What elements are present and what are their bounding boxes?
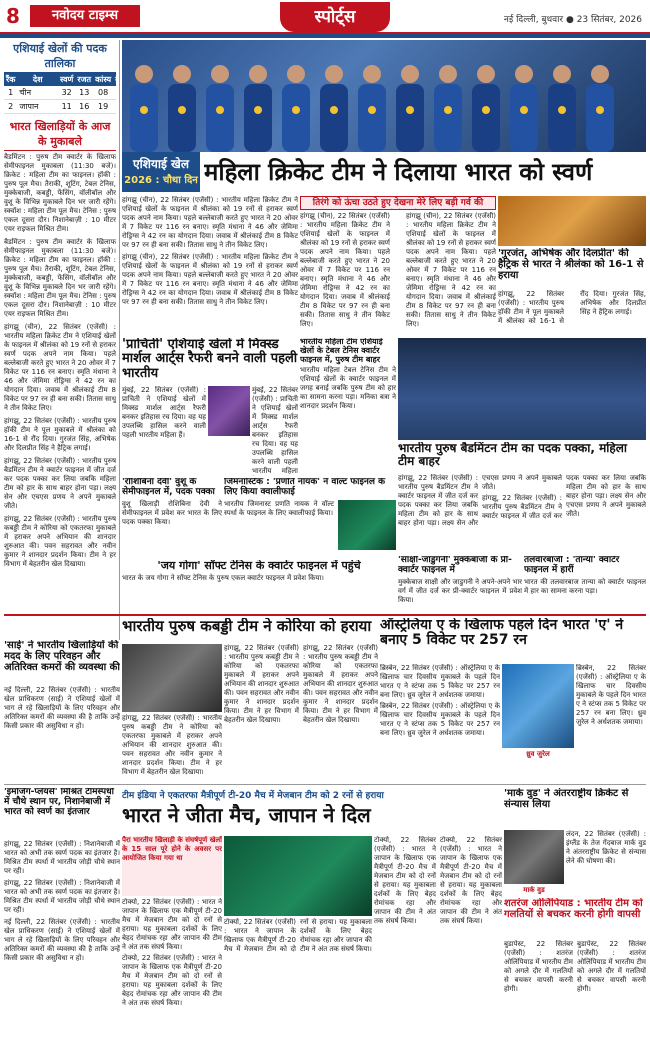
badminton-body-2: हांगझू, 22 सितंबर (एजेंसी) : भारतीय पुरुष बैडमिंटन टीम ने क्वार्टर फाइनल में जीत दर्ज कर पदक पक्का कर लिया जबकि महिला टीम को हार के साथ बाहर होना पड़ा। लक्ष्य सेन और एचएस प्रणय ने अपने मुकाबले जीते। xyxy=(482,474,646,520)
wushu-story xyxy=(122,478,222,558)
t20-headline-text: भारत ने जीता मैच, जापान ने दिल xyxy=(122,804,371,827)
medal-cell: 11 xyxy=(58,100,75,114)
softtennis-story xyxy=(122,560,396,612)
player-head xyxy=(401,65,419,83)
mixed-body-3: नई दिल्ली, 22 सितंबर (एजेंसी) : भारतीय खेल प्राधिकरण (साई) ने एशियाई खेलों में भाग ले रहे खिलाड़ियों के लिए परिवहन और अतिरिक्त कमरों की व्यवस्था की है ताकि उन्हें किसी प्रकार की असुविधा न हो। xyxy=(4,918,120,962)
medal-cell xyxy=(93,114,113,117)
player-body xyxy=(206,84,234,152)
schedule-body: बैडमिंटन : पुरुष टीम क्वार्टर के खिलाफ सेमीफाइनल मुकाबला (11:30 बजे)। क्रिकेट : महिला टीम का फाइनल। हॉकी : पुरुष पूल मैच। तैराकी, शूटिंग, टेबल टेनिस, मुक्केबाजी, कबड्डी, फेंसिंग, वॉलीबॉल और वुशू के विभिन्न मुकाबले दिन भर जारी रहेंगे। स्क्वॉश : महिला टीम पूल मैच। टेनिस : पुरुष एकल दूसरा दौर। निशानेबाज़ी : 10 मीटर एयर राइफल मिश्रित टीम। xyxy=(4,153,116,233)
col-silver: रजत xyxy=(77,75,92,84)
medal-icon xyxy=(178,106,186,114)
medal-cell xyxy=(75,114,93,117)
t20-sub: पैरा भारतीय खिलाड़ी के संघर्षपूर्ण खेलों के 15 साल पूरे होने के अवसर पर आयोजित किया गया था xyxy=(122,836,222,862)
medal-cell: 1 xyxy=(4,86,17,100)
cricket-body-c: हांगझू (चीन), 22 सितंबर (एजेंसी) : भारतीय महिला क्रिकेट टीम ने एशियाई खेलों के फाइनल में श्रीलंका को 19 रनों से हराकर स्वर्ण पदक अपने नाम किया। पहले बल्लेबाजी करते हुए भारत ने 20 ओवर में 7 विकेट पर 116 रन बनाए। स्मृति मंधाना ने 46 और जेमिमा रोड्रिग्स ने 42 रन का योगदान दिया। जवाब में श्रीलंकाई टीम 8 विकेट पर 97 रन ही बना सकी। तितास साधु ने तीन विकेट लिए। xyxy=(300,212,390,328)
tt-headline: भारतीय महिला टीम एशियाई खेलों के टेबल टेनिस क्वार्टर फाइनल में, पुरुष टीम बाहर xyxy=(300,338,383,364)
mixed-body-2: हांगझू, 22 सितंबर (एजेंसी) : निशानेबाजी में भारत को अभी तक स्वर्ण पदक का इंतजार है। मिश्रित टीम स्पर्धा में भारतीय जोड़ी चौथे स्थान पर रही। xyxy=(4,879,120,914)
player-head xyxy=(287,65,305,83)
player-head xyxy=(325,65,343,83)
cricket-body-a: हांगझू (चीन), 22 सितंबर (एजेंसी) : भारतीय महिला क्रिकेट टीम ने एशियाई खेलों के फाइनल में श्रीलंका को 19 रनों से हराकर स्वर्ण पदक अपने नाम किया। पहले बल्लेबाजी करते हुए भारत ने 20 ओवर में 7 विकेट पर 116 रन बनाए। स्मृति मंधाना ने 46 और जेमिमा रोड्रिग्स ने 42 रन का योगदान दिया। जवाब में श्रीलंकाई टीम 8 विकेट पर 97 रन ही बना सकी। तितास साधु ने तीन विकेट लिए। xyxy=(122,196,298,249)
olympiad-body-box xyxy=(504,940,646,1040)
test-body-box-2 xyxy=(576,664,646,782)
softtennis-headline: 'जय गोगा' सॉफ्ट टेनिस के क्वार्टर फाइनल में पहुंचे xyxy=(157,560,361,572)
fencing-headline: तलवारबाजी : 'तान्या' क्वार्टर फाइनल में हारीं xyxy=(524,556,620,575)
martial-body-box-2 xyxy=(252,386,298,476)
test-body-box xyxy=(380,664,500,782)
hockey-body-box xyxy=(498,290,646,336)
martial-headline-text: 'प्राचिती' एशियाई खेलों में मिक्स्ड मार्शल आर्ट्स रैफरी बनने वाली पहली भारतीय xyxy=(122,338,298,381)
medal-icon xyxy=(216,106,224,114)
hero-photo xyxy=(122,40,646,152)
sai-body-box xyxy=(4,686,120,782)
martial-headline xyxy=(122,338,298,384)
left-extended-body xyxy=(4,238,116,634)
medal-cell: 08 xyxy=(93,86,113,100)
t20-body-2: टोक्यो, 22 सितंबर (एजेंसी) : भारत ने जापान के खिलाफ एक मैत्रीपूर्ण टी-20 मैच में मेजबान टीम को दो रनों से हराया। यह मुकाबला दर्शकों के लिए बेहद रोमांचक रहा और जापान की टीम ने अंत तक संघर्ष किया। xyxy=(440,836,502,925)
player-body xyxy=(472,84,500,152)
medal-cell xyxy=(113,114,116,117)
kabaddi-headline xyxy=(122,618,378,642)
medal-icon xyxy=(254,106,262,114)
kabaddi-body: हांगझू, 22 सितंबर (एजेंसी) : भारतीय पुरुष कबड्डी टीम ने कोरिया को एकतरफा मुकाबले में हराकर अपने अभियान की शानदार शुरुआत की। पवन सहरावत और नवीन कुमार ने शानदार प्रदर्शन किया। टीम ने हर विभाग में बेहतरीन खेल दिखाया। xyxy=(224,644,300,724)
t20-photo xyxy=(224,836,372,916)
team-photo-illustration xyxy=(122,40,646,152)
player-body xyxy=(434,84,462,152)
medal-cell: 19 xyxy=(93,100,113,114)
left-extended-text-5: हांगझू, 22 सितंबर (एजेंसी) : भारतीय पुरुष कबड्डी टीम ने कोरिया को एकतरफा मुकाबले में हराकर अपने अभियान की शानदार शुरुआत की। पवन सहरावत और नवीन कुमार ने शानदार प्रदर्शन किया। टीम ने हर विभाग में बेहतरीन खेल दिखाया। xyxy=(4,515,116,568)
prachiti-photo xyxy=(208,386,250,436)
player-body xyxy=(510,84,538,152)
section-rule xyxy=(4,614,646,616)
schedule-title: भारत खिलाड़ियों के आज के मुकाबले xyxy=(4,118,116,151)
medal-cell: 16 xyxy=(75,100,93,114)
test-photo xyxy=(502,664,574,748)
page-number: 8 xyxy=(6,4,20,28)
wushu-headline: 'रोशिबिना देवी' वुशू के सेमीफाइनल में, पदक पक्का xyxy=(122,478,215,497)
medal-row xyxy=(4,114,116,117)
wood-body: लंदन, 22 सितंबर (एजेंसी) : इंग्लैंड के तेज गेंदबाज मार्क वुड ने अंतरराष्ट्रीय क्रिकेट से संन्यास लेने की घोषणा की। xyxy=(566,830,646,865)
medal-icon xyxy=(406,106,414,114)
medal-table-box xyxy=(4,40,116,116)
col-total xyxy=(113,73,116,86)
medal-cell xyxy=(113,100,116,114)
left-extended-text-3: हांगझू, 22 सितंबर (एजेंसी) : भारतीय पुरुष हॉकी टीम ने पूल मुकाबले में श्रीलंका को 16-1 से रौंद दिया। गुरजंत सिंह, अभिषेक और दिलप्रीत सिंह ने हैट्रिक लगाई। xyxy=(4,417,116,452)
t20-body-box-3 xyxy=(224,918,372,1040)
schedule-box xyxy=(4,118,116,236)
medal-cell xyxy=(58,114,75,117)
fencing-body: भारत की तलवारबाज तान्या को क्वार्टर फाइनल में हार का सामना करना पड़ा। xyxy=(524,577,646,595)
badminton-body: हांगझू, 22 सितंबर (एजेंसी) : भारतीय पुरुष बैडमिंटन टीम ने क्वार्टर फाइनल में जीत दर्ज कर पदक पक्का कर लिया जबकि महिला टीम को हार के साथ बाहर होना पड़ा। लक्ष्य सेन और एचएस प्रणय ने अपने मुकाबले जीते। xyxy=(398,474,562,527)
header-rule xyxy=(0,34,650,38)
player-head xyxy=(173,65,191,83)
medal-icon xyxy=(520,106,528,114)
player-body xyxy=(548,84,576,152)
cricket-body-d: हांगझू (चीन), 22 सितंबर (एजेंसी) : भारतीय महिला क्रिकेट टीम ने एशियाई खेलों के फाइनल में श्रीलंका को 19 रनों से हराकर स्वर्ण पदक अपने नाम किया। पहले बल्लेबाजी करते हुए भारत ने 20 ओवर में 7 विकेट पर 116 रन बनाए। स्मृति मंधाना ने 46 और जेमिमा रोड्रिग्स ने 42 रन का योगदान दिया। जवाब में श्रीलंकाई टीम 8 विकेट पर 97 रन ही बना सकी। तितास साधु ने तीन विकेट लिए। xyxy=(406,212,496,328)
col-rank: रैंक xyxy=(6,75,16,84)
section-rule-2 xyxy=(4,784,646,785)
wood-headline-text: 'मार्क वुड' ने अंतरराष्ट्रीय क्रिकेट से संन्यास लिया xyxy=(504,788,629,810)
tt-body: भारतीय महिला टेबल टेनिस टीम ने एशियाई खेलों के क्वार्टर फाइनल में जगह बनाई जबकि पुरुष टीम को हार का सामना करना पड़ा। मनिका बत्रा ने शानदार प्रदर्शन किया। xyxy=(300,366,396,411)
kabaddi-body-box xyxy=(224,644,378,780)
col-bronze: कांस्य xyxy=(95,75,112,84)
softtennis-body: भारत के जय गोगा ने सॉफ्ट टेनिस के पुरुष एकल क्वार्टर फाइनल में प्रवेश किया। xyxy=(122,574,324,583)
player-body xyxy=(320,84,348,152)
col-country: देश xyxy=(17,73,58,86)
tt-story xyxy=(300,338,396,468)
martial-body-2: मुंबई, 22 सितंबर (एजेंसी) : प्राचिती ने एशियाई खेलों में मिक्स्ड मार्शल आर्ट्स रैफरी बनकर इतिहास रच दिया। वह यह उपलब्धि हासिल करने वाली पहली भारतीय महिला xyxy=(252,386,298,475)
olympiad-headline xyxy=(504,898,646,938)
kabaddi-headline-text: भारतीय पुरुष कबड्डी टीम ने कोरिया को हराया xyxy=(122,618,372,635)
medal-icon xyxy=(330,106,338,114)
wushu-body: वुशू खिलाड़ी रोशिबिना देवी ने सेमीफाइनल में प्रवेश कर भारत के लिए पदक पक्का किया। xyxy=(122,499,222,526)
mixed-headline-text: 'इमर्जिंग-प्लेयर्स' मिश्रित टीमस्पर्धा में चौथे स्थान पर, निशानेबाजी में भारत को स्वर्ण का इंतजार xyxy=(4,788,115,817)
player-body xyxy=(130,84,158,152)
medal-icon xyxy=(292,106,300,114)
t20-headline xyxy=(122,804,502,834)
kabaddi-body-box-2 xyxy=(122,714,222,780)
cricket-story-left xyxy=(122,196,298,336)
medal-cell: 32 xyxy=(58,86,75,100)
t20-body-4: टोक्यो, 22 सितंबर (एजेंसी) : भारत ने जापान के खिलाफ एक मैत्रीपूर्ण टी-20 मैच में मेजबान टीम को दो रनों से हराया। यह मुकाबला दर्शकों के लिए बेहद रोमांचक रहा और जापान की टीम ने अंत तक संघर्ष किया। xyxy=(122,954,222,1007)
medal-icon xyxy=(558,106,566,114)
gymnast-photo xyxy=(338,500,396,550)
gymnast-body: भारतीय जिमनास्ट प्रणति नायक ने वॉल्ट स्पर्धा के फाइनल के लिए क्वालीफाई किया। xyxy=(224,499,334,517)
kabaddi-body-3: हांगझू, 22 सितंबर (एजेंसी) : भारतीय पुरुष कबड्डी टीम ने कोरिया को एकतरफा मुकाबले में हराकर अपने अभियान की शानदार शुरुआत की। पवन सहरावत और नवीन कुमार ने शानदार प्रदर्शन किया। टीम ने हर विभाग में बेहतरीन खेल दिखाया। xyxy=(122,714,222,776)
player-head xyxy=(477,65,495,83)
medal-icon xyxy=(140,106,148,114)
olympiad-headline-text: शतरंज ओलिंपियाड : भारतीय टीम को गलतियों से बचकर करनी होगी वापसी xyxy=(504,898,643,920)
medal-row xyxy=(4,100,116,114)
kabaddi-body-2: हांगझू, 22 सितंबर (एजेंसी) : भारतीय पुरुष कबड्डी टीम ने कोरिया को एकतरफा मुकाबले में हराकर अपने अभियान की शानदार शुरुआत की। पवन सहरावत और नवीन कुमार ने शानदार प्रदर्शन किया। टीम ने हर विभाग में बेहतरीन खेल दिखाया। xyxy=(303,644,378,724)
wood-photo-caption: मार्क वुड xyxy=(523,886,545,894)
t20-kicker xyxy=(122,788,502,802)
medal-cell: 2 xyxy=(4,100,17,114)
hero-headline: महिला क्रिकेट टीम ने दिलाया भारत को स्वर्ण xyxy=(204,158,593,186)
medal-icon xyxy=(368,106,376,114)
gymnast-headline: जिमनास्टिक : 'प्रणति नायक' ने वॉल्ट फाइनल के लिए किया क्वालीफाई xyxy=(224,478,386,497)
left-extended-text-4: हांगझू, 22 सितंबर (एजेंसी) : भारतीय पुरुष बैडमिंटन टीम ने क्वार्टर फाइनल में जीत दर्ज कर पदक पक्का कर लिया जबकि महिला टीम को हार के साथ बाहर होना पड़ा। लक्ष्य सेन और एचएस प्रणय ने अपने मुकाबले जीते। xyxy=(4,457,116,510)
t20-body-box xyxy=(374,836,502,1040)
badminton-headline-text: भारतीय पुरुष बैडमिंटन टीम का पदक पक्का, महिला टीम बाहर xyxy=(398,442,627,469)
cricket-body-b: हांगझू (चीन), 22 सितंबर (एजेंसी) : भारतीय महिला क्रिकेट टीम ने एशियाई खेलों के फाइनल में श्रीलंका को 19 रनों से हराकर स्वर्ण पदक अपने नाम किया। पहले बल्लेबाजी करते हुए भारत ने 20 ओवर में 7 विकेट पर 116 रन बनाए। स्मृति मंधाना ने 46 और जेमिमा रोड्रिग्स ने 42 रन का योगदान दिया। जवाब में श्रीलंकाई टीम 8 विकेट पर 97 रन ही बना सकी। तितास साधु ने तीन विकेट लिए। xyxy=(122,253,298,306)
mixed-body-box xyxy=(4,840,120,1040)
mixed-body: हांगझू, 22 सितंबर (एजेंसी) : निशानेबाजी में भारत को अभी तक स्वर्ण पदक का इंतजार है। मिश्रित टीम स्पर्धा में भारतीय जोड़ी चौथे स्थान पर रही। xyxy=(4,840,120,875)
player-head xyxy=(249,65,267,83)
player-head xyxy=(211,65,229,83)
sai-headline-text: 'साई' ने भारतीय खिलाड़ियों की मदद के लिए परिवहन और अतिरिक्त कमरों की व्यवस्था की xyxy=(4,640,120,673)
mixed-headline xyxy=(4,788,120,838)
player-head xyxy=(135,65,153,83)
hockey-photo xyxy=(498,196,646,246)
player-body xyxy=(586,84,614,152)
medal-icon xyxy=(596,106,604,114)
test-headline-text: ऑस्ट्रेलिया ए के खिलाफ पहले दिन भारत 'ए' ने बनाए 5 विकेट पर 257 रन xyxy=(380,618,624,649)
medal-cell xyxy=(4,114,17,117)
wood-headline xyxy=(504,788,646,828)
medal-icon xyxy=(482,106,490,114)
test-body-2: ब्रिस्बेन, 22 सितंबर (एजेंसी) : ऑस्ट्रेलिया ए के खिलाफ चार दिवसीय मुकाबले के पहले दिन भारत ए ने स्टंप्स तक 5 विकेट पर 257 रन बना लिए। ध्रुव जुरेल ने अर्धशतक जमाया। xyxy=(380,702,500,737)
badminton-headline xyxy=(398,442,646,472)
t20-sub-box xyxy=(122,836,222,896)
col-gold: स्वर्ण xyxy=(59,75,74,84)
boxing-body: मुक्केबाज साक्षी और जाडुगनी ने अपने-अपने भार वर्ग में जीत दर्ज कर प्री-क्वार्टर फाइनल में प्रवेश किया। xyxy=(398,577,522,604)
martial-body: मुंबई, 22 सितंबर (एजेंसी) : प्राचिती ने एशियाई खेलों में मिक्स्ड मार्शल आर्ट्स रैफरी बनकर इतिहास रच दिया। वह यह उपलब्धि हासिल करने वाली पहली भारतीय महिला हैं। xyxy=(122,386,206,439)
medal-icon xyxy=(444,106,452,114)
column-divider xyxy=(119,40,120,640)
gymnast-story xyxy=(224,478,396,558)
medal-row xyxy=(4,86,116,100)
test-body-3: ब्रिस्बेन, 22 सितंबर (एजेंसी) : ऑस्ट्रेलिया ए के खिलाफ चार दिवसीय मुकाबले के पहले दिन भारत ए ने स्टंप्स तक 5 विकेट पर 257 रन बना लिए। ध्रुव जुरेल ने अर्धशतक जमाया। xyxy=(576,664,646,726)
olympiad-body-2: बुडापेस्ट, 22 सितंबर (एजेंसी) : शतरंज ओलिंपियाड में भारतीय टीम को अगले दौर में गलतियों से बचकर वापसी करनी होगी। xyxy=(577,940,646,993)
player-head xyxy=(515,65,533,83)
badminton-photo xyxy=(398,338,646,440)
wood-photo xyxy=(504,830,564,884)
player-body xyxy=(396,84,424,152)
brand-logo: नवोदय टाइम्स xyxy=(30,5,140,27)
test-photo-caption: ध्रुव जुरेल xyxy=(526,750,550,758)
wood-body-box xyxy=(566,830,646,896)
medal-cell: चीन xyxy=(17,86,58,100)
medal-cell xyxy=(113,86,116,100)
martial-body-box xyxy=(122,386,206,476)
medal-cell xyxy=(17,114,58,117)
boxing-headline: 'साक्षी-जाडुगनी' मुक्केबाजी के प्री-क्वार्टर फाइनल में xyxy=(398,556,512,575)
fencing-story xyxy=(524,556,646,612)
section-title: स्पोर्ट्स xyxy=(280,2,390,32)
cricket-story-right xyxy=(300,212,496,336)
player-body xyxy=(282,84,310,152)
player-body xyxy=(168,84,196,152)
player-body xyxy=(358,84,386,152)
hockey-headline-text: 'गुरजंत, अभिषेक और दिलप्रीत' की हैट्रिक से भारत ने श्रीलंका को 16-1 से हराया xyxy=(498,248,644,281)
player-body xyxy=(244,84,272,152)
medal-table-title: एशियाई खेलों की पदक तालिका xyxy=(4,40,116,73)
sai-headline xyxy=(4,640,120,684)
test-headline xyxy=(380,618,646,662)
t20-body: टोक्यो, 22 सितंबर (एजेंसी) : भारत ने जापान के खिलाफ एक मैत्रीपूर्ण टी-20 मैच में मेजबान टीम को दो रनों से हराया। यह मुकाबला दर्शकों के लिए बेहद रोमांचक रहा और जापान की टीम ने अंत तक संघर्ष किया। xyxy=(374,836,436,925)
quote-box: तिरंगे को ऊंचा उठते हुए देखना मेरे लिए बड़ी गर्व की xyxy=(300,196,496,210)
tagline-box xyxy=(122,152,200,192)
t20-body-3: टोक्यो, 22 सितंबर (एजेंसी) : भारत ने जापान के खिलाफ एक मैत्रीपूर्ण टी-20 मैच में मेजबान टीम को दो रनों से हराया। यह मुकाबला दर्शकों के लिए बेहद रोमांचक रहा और जापान की टीम ने अंत तक संघर्ष किया। xyxy=(122,898,222,951)
hockey-headline xyxy=(498,248,646,288)
player-head xyxy=(553,65,571,83)
medal-cell: 13 xyxy=(75,86,93,100)
t20-body-box-2 xyxy=(122,898,222,1040)
left-extended-text: बैडमिंटन : पुरुष टीम क्वार्टर के खिलाफ सेमीफाइनल मुकाबला (11:30 बजे)। क्रिकेट : महिला टीम का फाइनल। हॉकी : पुरुष पूल मैच। तैराकी, शूटिंग, टेबल टेनिस, मुक्केबाजी, कबड्डी, फेंसिंग, वॉलीबॉल और वुशू के विभिन्न मुकाबले दिन भर जारी रहेंगे। स्क्वॉश : महिला टीम पूल मैच। टेनिस : पुरुष एकल दूसरा दौर। निशानेबाज़ी : 10 मीटर एयर राइफल मिश्रित टीम। xyxy=(4,238,116,318)
sai-body: नई दिल्ली, 22 सितंबर (एजेंसी) : भारतीय खेल प्राधिकरण (साई) ने एशियाई खेलों में भाग ले रहे खिलाड़ियों के लिए परिवहन और अतिरिक्त कमरों की व्यवस्था की है ताकि उन्हें किसी प्रकार की असुविधा न हो। xyxy=(4,686,120,730)
dateline: नई दिल्ली, बुधवार ● 23 सितंबर, 2026 xyxy=(503,15,642,25)
t20-body-5: टोक्यो, 22 सितंबर (एजेंसी) : भारत ने जापान के खिलाफ एक मैत्रीपूर्ण टी-20 मैच में मेजबान टीम को दो रनों से हराया। यह मुकाबला दर्शकों के लिए बेहद रोमांचक रहा और जापान की टीम ने अंत तक संघर्ष किया। xyxy=(224,918,372,953)
player-head xyxy=(363,65,381,83)
tagline-line2: 2026 : चौथा दिन xyxy=(124,175,198,186)
olympiad-body: बुडापेस्ट, 22 सितंबर (एजेंसी) : शतरंज ओलिंपियाड में भारतीय टीम को अगले दौर में गलतियों से बचकर वापसी करनी होगी। xyxy=(504,940,573,993)
player-head xyxy=(591,65,609,83)
left-extended-text-2: हांगझू (चीन), 22 सितंबर (एजेंसी) : भारतीय महिला क्रिकेट टीम ने एशियाई खेलों के फाइनल में श्रीलंका को 19 रनों से हराकर स्वर्ण पदक अपने नाम किया। पहले बल्लेबाजी करते हुए भारत ने 20 ओवर में 7 विकेट पर 116 रन बनाए। स्मृति मंधाना ने 46 और जेमिमा रोड्रिग्स ने 42 रन का योगदान दिया। जवाब में श्रीलंकाई टीम 8 विकेट पर 97 रन ही बना सकी। तितास साधु ने तीन विकेट लिए। xyxy=(4,323,116,412)
medal-cell: जापान xyxy=(17,100,58,114)
player-head xyxy=(439,65,457,83)
medal-table xyxy=(4,73,116,116)
badminton-body-box xyxy=(398,474,646,554)
hockey-body: हांगझू, 22 सितंबर (एजेंसी) : भारतीय पुरुष हॉकी टीम ने पूल मुकाबले में श्रीलंका को 16-1 से रौंद दिया। गुरजंत सिंह, अभिषेक और दिलप्रीत सिंह ने हैट्रिक लगाई। xyxy=(498,290,646,325)
kabaddi-photo xyxy=(122,644,222,712)
tagline-line1: एशियाई खेल xyxy=(133,157,189,171)
test-body: ब्रिस्बेन, 22 सितंबर (एजेंसी) : ऑस्ट्रेलिया ए के खिलाफ चार दिवसीय मुकाबले के पहले दिन भारत ए ने स्टंप्स तक 5 विकेट पर 257 रन बना लिए। ध्रुव जुरेल ने अर्धशतक जमाया। xyxy=(380,664,500,699)
t20-kicker-text: टीम इंडिया ने एकतरफा मैत्रीपूर्ण टी-20 मैच में मेजबान टीम को 2 रनों से हराया xyxy=(122,791,384,801)
boxing-story xyxy=(398,556,522,612)
